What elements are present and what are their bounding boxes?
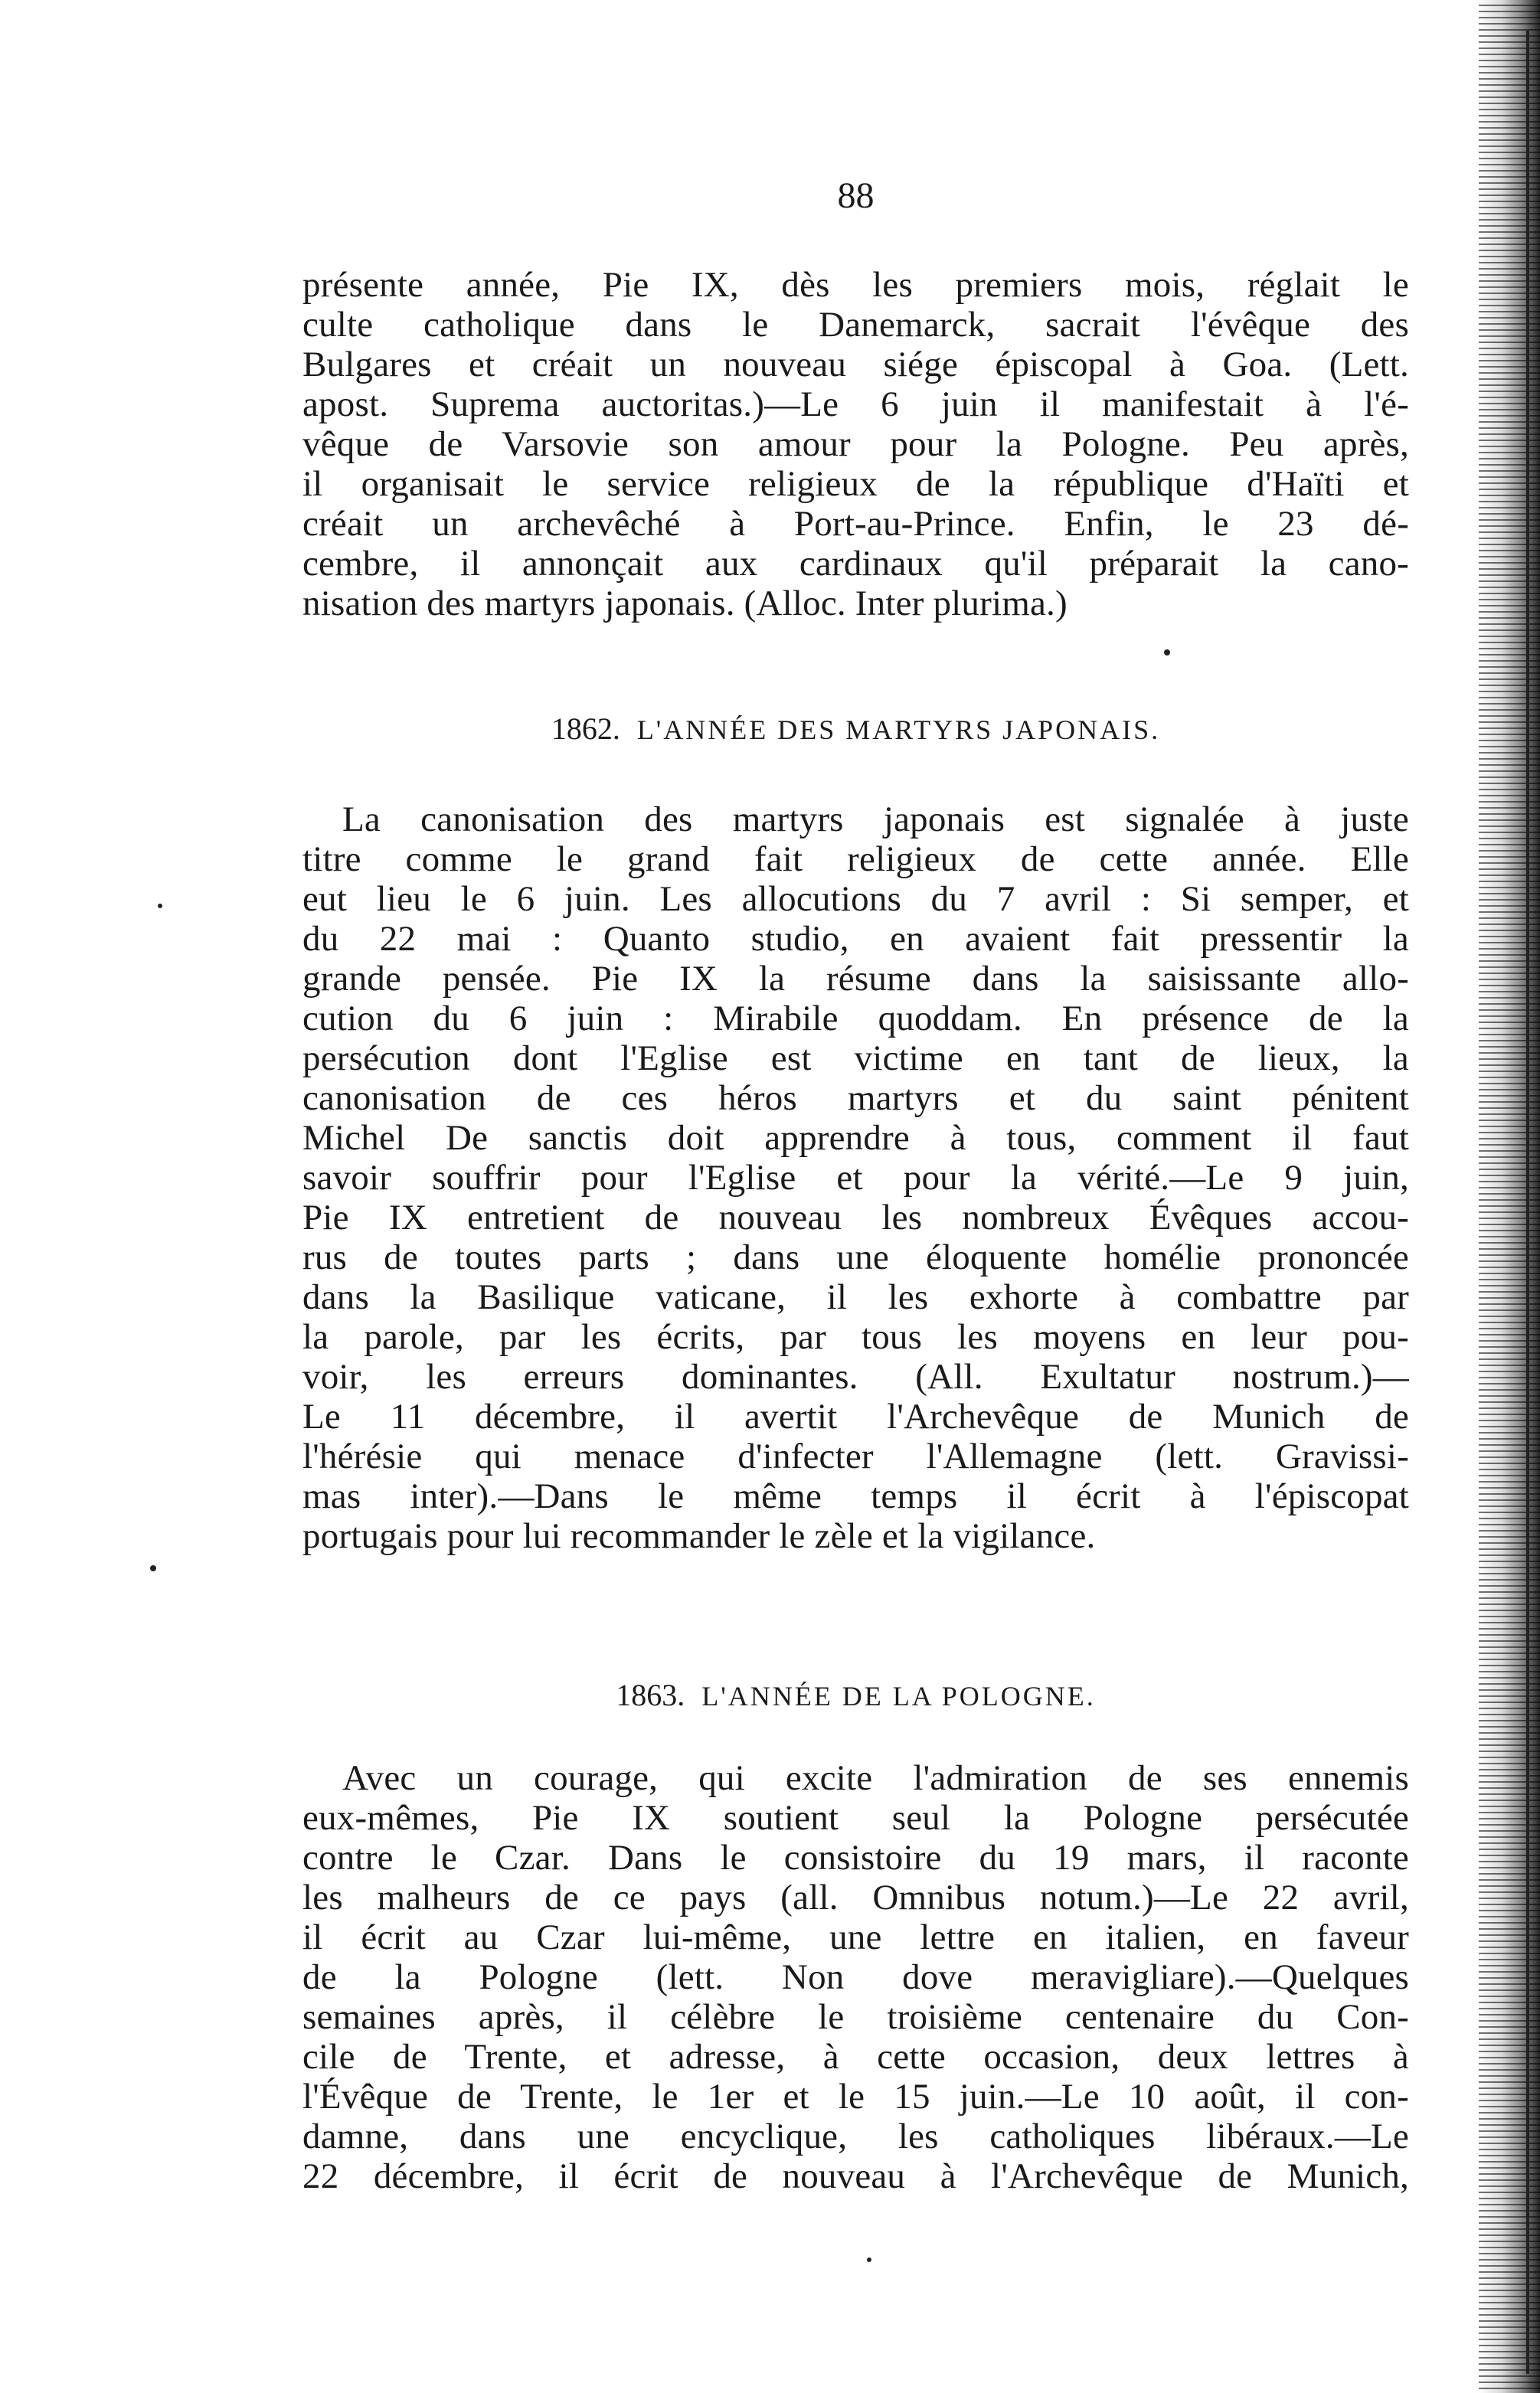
scan-speck: [1164, 649, 1170, 655]
text-line: nisation des martyrs japonais. (Alloc. Inter plurima.): [302, 584, 1068, 623]
text-line: 22 décembre, il écrit de nouveau à l'Archevêque de Munich,: [302, 2156, 1409, 2196]
text-line: eux-mêmes, Pie IX soutient seul la Pologne persécutée: [302, 1798, 1409, 1838]
paragraph-3: [302, 1758, 1409, 2196]
text-line: Michel De sanctis doit apprendre à tous, comment il faut: [302, 1118, 1409, 1158]
text-line: l'Évêque de Trente, le 1er et le 15 juin.—Le 10 août, il con-: [302, 2077, 1409, 2117]
heading-title: L'ANNÉE DE LA POLOGNE.: [701, 1681, 1096, 1711]
page-edge-shadow: [1479, 0, 1540, 2393]
text-line: culte catholique dans le Danemarck, sacrait l'évêque des: [302, 305, 1409, 345]
text-line: grande pensée. Pie IX la résume dans la saisissante allo-: [302, 959, 1409, 999]
text-line: voir, les erreurs dominantes. (All. Exultatur nostrum.)—: [302, 1357, 1409, 1397]
text-line: persécution dont l'Eglise est victime en tant de lieux, la: [302, 1038, 1409, 1078]
heading-year: 1862.: [551, 711, 620, 746]
text-line: il organisait le service religieux de la république d'Haïti et: [302, 464, 1409, 504]
heading-title: L'ANNÉE DES MARTYRS JAPONAIS.: [636, 714, 1161, 745]
scan-speck: [867, 2257, 871, 2262]
heading-year: 1863.: [616, 1678, 685, 1712]
text-line: présente année, Pie IX, dès les premiers mois, réglait le: [302, 265, 1409, 305]
text-line: créait un archevêché à Port-au-Prince. Enfin, le 23 dé-: [302, 504, 1409, 544]
text-line: les malheurs de ce pays (all. Omnibus notum.)—Le 22 avril,: [302, 1878, 1409, 1917]
page-number: 88: [837, 175, 875, 216]
text-line: Bulgares et créait un nouveau siége épiscopal à Goa. (Lett.: [302, 345, 1409, 384]
text-line: l'hérésie qui menace d'infecter l'Allemagne (lett. Gravissi-: [302, 1437, 1409, 1476]
text-line: cile de Trente, et adresse, à cette occasion, deux lettres à: [302, 2037, 1409, 2077]
text-line: rus de toutes parts ; dans une éloquente homélie prononcée: [302, 1237, 1409, 1277]
book-page: [302, 0, 1409, 2393]
paragraph-2: [302, 799, 1409, 1556]
text-line: cution du 6 juin : Mirabile quoddam. En présence de la: [302, 999, 1409, 1038]
section-heading-1862: [302, 711, 1409, 748]
text-line: eut lieu le 6 juin. Les allocutions du 7 avril : Si semper, et: [302, 879, 1409, 919]
text-line: dans la Basilique vaticane, il les exhorte à combattre par: [302, 1277, 1409, 1317]
paragraph-1: [302, 265, 1409, 623]
text-line: titre comme le grand fait religieux de cette année. Elle: [302, 839, 1409, 879]
text-line: damne, dans une encyclique, les catholiques libéraux.—Le: [302, 2117, 1409, 2156]
text-line: du 22 mai : Quanto studio, en avaient fait pressentir la: [302, 919, 1409, 959]
text-line: mas inter).—Dans le même temps il écrit à l'épiscopat: [302, 1476, 1409, 1516]
scan-speck: [150, 1565, 156, 1571]
text-line: canonisation de ces héros martyrs et du saint pénitent: [302, 1078, 1409, 1118]
page-edge-line: [1526, 31, 1529, 2374]
text-line: apost. Suprema auctoritas.)—Le 6 juin il manifestait à l'é-: [302, 384, 1409, 424]
text-line: Avec un courage, qui excite l'admiration de ses ennemis: [342, 1758, 1409, 1798]
text-line: il écrit au Czar lui-même, une lettre en italien, en faveur: [302, 1917, 1409, 1957]
scan-speck: [158, 904, 162, 908]
text-line: savoir souffrir pour l'Eglise et pour la vérité.—Le 9 juin,: [302, 1158, 1409, 1198]
text-line: contre le Czar. Dans le consistoire du 19 mars, il raconte: [302, 1838, 1409, 1878]
section-heading-1863: [302, 1677, 1409, 1715]
text-line: de la Pologne (lett. Non dove meravigliare).—Quelques: [302, 1957, 1409, 1997]
text-line: Le 11 décembre, il avertit l'Archevêque de Munich de: [302, 1397, 1409, 1437]
text-line: vêque de Varsovie son amour pour la Pologne. Peu après,: [302, 424, 1409, 464]
text-line: Pie IX entretient de nouveau les nombreux Évêques accou-: [302, 1198, 1409, 1237]
text-line: la parole, par les écrits, par tous les moyens en leur pou-: [302, 1317, 1409, 1357]
text-line: portugais pour lui recommander le zèle et la vigilance.: [302, 1516, 1096, 1556]
text-line: semaines après, il célèbre le troisième centenaire du Con-: [302, 1997, 1409, 2037]
text-line: La canonisation des martyrs japonais est signalée à juste: [342, 799, 1409, 839]
text-line: cembre, il annonçait aux cardinaux qu'il préparait la cano-: [302, 544, 1409, 584]
